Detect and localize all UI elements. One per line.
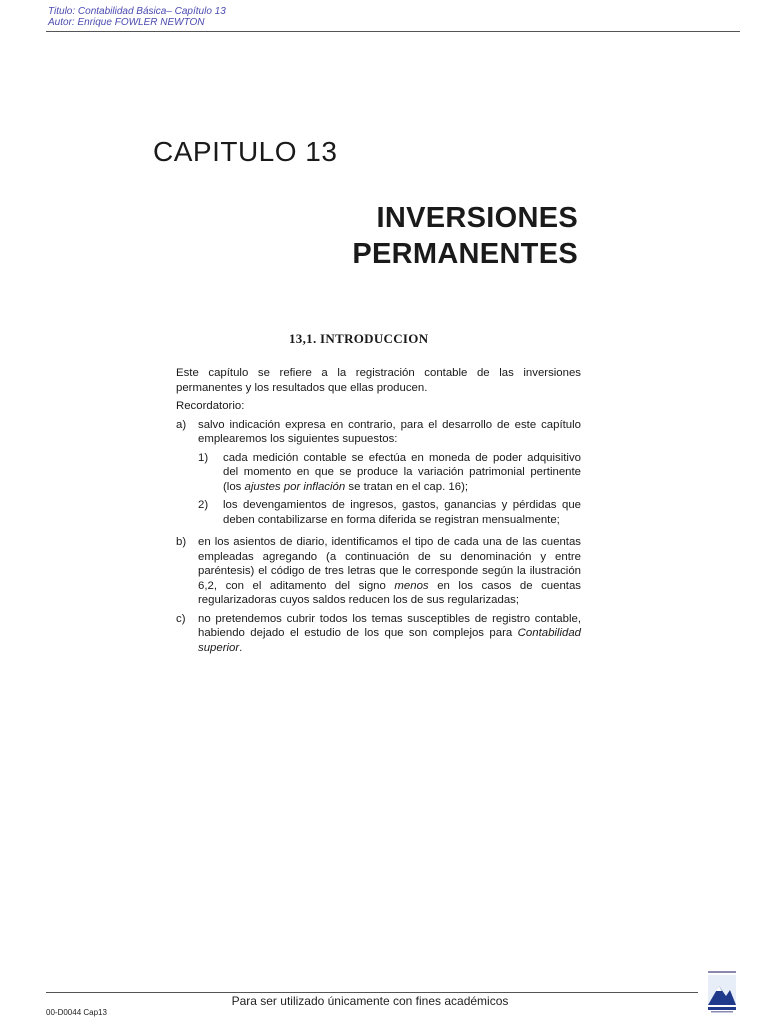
- publisher-logo-icon: [705, 968, 739, 1014]
- section-heading: 13,1. INTRODUCCION: [289, 331, 429, 346]
- body-text: [176, 366, 581, 659]
- italic-term: ajustes por inflación: [244, 480, 346, 493]
- chapter-heading: CAPITULO 13: [153, 136, 338, 167]
- header-divider: [46, 31, 740, 32]
- intro-paragraph: Este capítulo se refiere a la registración contable de las inversiones permanentes y los resultados que ellas producen.: [176, 367, 581, 394]
- document-header: [48, 6, 226, 28]
- list-item-b: [176, 535, 581, 608]
- list-item-text: en los asientos de diario, identificamos el tipo de cada una de las cuentas empleadas agregando (a continuación de su denominación y entre paréntesis) el código de tres letras que le corresponde según la ilustración 6,2, con el aditamento del signo menos en los casos de cuentas regularizadoras cuyos saldos reducen los de sus regularizadas;: [198, 536, 582, 606]
- reminder-label: Recordatorio:: [176, 400, 245, 412]
- list-item-c: [176, 612, 581, 656]
- header-author: Autor: Enrique FOWLER NEWTON: [48, 17, 205, 28]
- italic-term: Contabilidad superior: [198, 627, 581, 654]
- list-label: c): [176, 612, 186, 625]
- sublist-item-1: [198, 451, 581, 495]
- list-label: b): [176, 536, 187, 548]
- document-code: 00-D0044 Cap13: [46, 1008, 107, 1017]
- sublist-item-text: cada medición contable se efectúa en moneda de poder adquisitivo del momento en que se produce la variación patrimonial pertinente (los ajustes por inflación se tratan en el cap. 16);: [223, 451, 581, 493]
- footer-notice: Para ser utilizado únicamente con fines académicos: [231, 994, 509, 1008]
- footer-divider: [46, 992, 698, 993]
- list-item-text: salvo indicación expresa en contrario, para el desarrollo de este capítulo emplearemos los siguientes supuestos:: [198, 418, 581, 445]
- sublist-item-2: [198, 498, 581, 527]
- list-item-text: no pretendemos cubrir todos los temas susceptibles de registro contable, habiendo dejado el estudio de los que son complejos para Contabilidad superior.: [198, 612, 581, 654]
- sublist-item-text: los devengamientos de ingresos, gastos, ganancias y pérdidas que deben contabilizarse en forma diferida se registran mensualmente;: [223, 499, 581, 526]
- italic-term: menos: [394, 579, 429, 592]
- sublist-label: 1): [198, 451, 209, 464]
- chapter-title: [352, 200, 578, 272]
- sublist-label: 2): [198, 499, 209, 511]
- chapter-title-line-1: INVERSIONES: [376, 202, 578, 234]
- list-label: a): [176, 418, 187, 431]
- list-item-a: [176, 418, 581, 532]
- header-title: Titulo: Contabilidad Básica– Capítulo 13: [48, 6, 226, 17]
- chapter-title-line-2: PERMANENTES: [352, 238, 578, 270]
